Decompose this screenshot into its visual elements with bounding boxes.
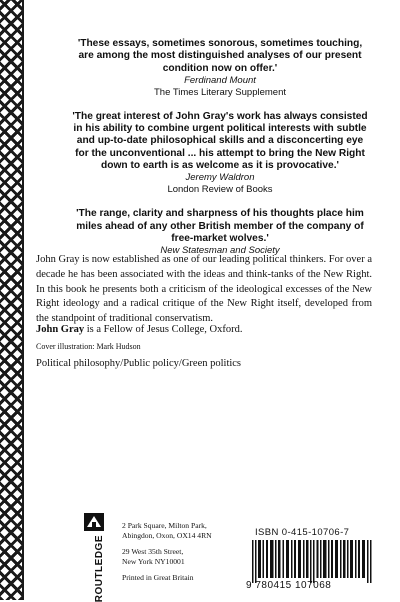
quote-author: Jeremy Waldron <box>185 172 255 184</box>
cover-illustration-credit: Cover illustration: Mark Hudson <box>36 342 141 351</box>
author-bio-text: is a Fellow of Jesus College, Oxford. <box>84 324 243 335</box>
quote-author: New Statesman and Society <box>160 245 280 257</box>
author-bio <box>36 323 243 337</box>
book-blurb: John Gray is now established as one of our leading political thinkers. For over a decade he has been associated with the ideas and think-tanks of the New Right. In this book he presents both a criticism of the ideological excesses of the New Right ideology and a radical critique of the New Right itself, developed from the standpoint of traditional conservatism. <box>36 254 372 325</box>
publisher-logo <box>82 513 106 602</box>
subject-categories: Political philosophy/Public policy/Green politics <box>36 358 242 369</box>
address-us-line-1: 29 West 35th Street, <box>122 547 184 556</box>
quote-source: The Times Literary Supplement <box>153 86 286 98</box>
quote-text: 'These essays, sometimes sonorous, sometimes touching, are among the most distinguished analyses of our present condition now on offer.' <box>77 38 363 74</box>
quote-text: 'The range, clarity and sharpness of his thoughts place him miles ahead of any other British member of the company of free-market wolves.' <box>76 208 364 244</box>
publisher-name: ROUTLEDGE <box>94 535 105 602</box>
printed-in: Printed in Great Britain <box>122 573 194 582</box>
review-quote-1 <box>70 38 370 99</box>
address-uk-line-2: Abingdon, Oxon, OX14 4RN <box>122 530 212 540</box>
address-us-line-2: New York NY10001 <box>122 556 185 566</box>
quote-text: 'The great interest of John Gray's work has always consisted in his ability to combine urgent political interests with subtle and up-to-date philosophical skills and a disconcerting eye for the unconventional ... his attempt to bring the New Right down to earth is as welcome as it is provocative.' <box>72 110 368 172</box>
isbn-label: ISBN 0-415-10706-7 <box>255 527 350 538</box>
publisher-address <box>122 521 212 583</box>
quote-author: Ferdinand Mount <box>184 74 256 86</box>
review-quotes <box>70 38 370 269</box>
address-uk-line-1: 2 Park Square, Milton Park, <box>122 521 207 530</box>
quote-source: London Review of Books <box>167 184 273 196</box>
routledge-emblem-icon <box>84 513 104 531</box>
review-quote-3 <box>70 208 370 257</box>
review-quote-2 <box>70 111 370 196</box>
author-name: John Gray <box>36 324 85 335</box>
barcode-number: 9 780415 107068 <box>246 580 332 591</box>
decorative-border-strip <box>0 0 24 600</box>
barcode-icon <box>246 540 378 583</box>
